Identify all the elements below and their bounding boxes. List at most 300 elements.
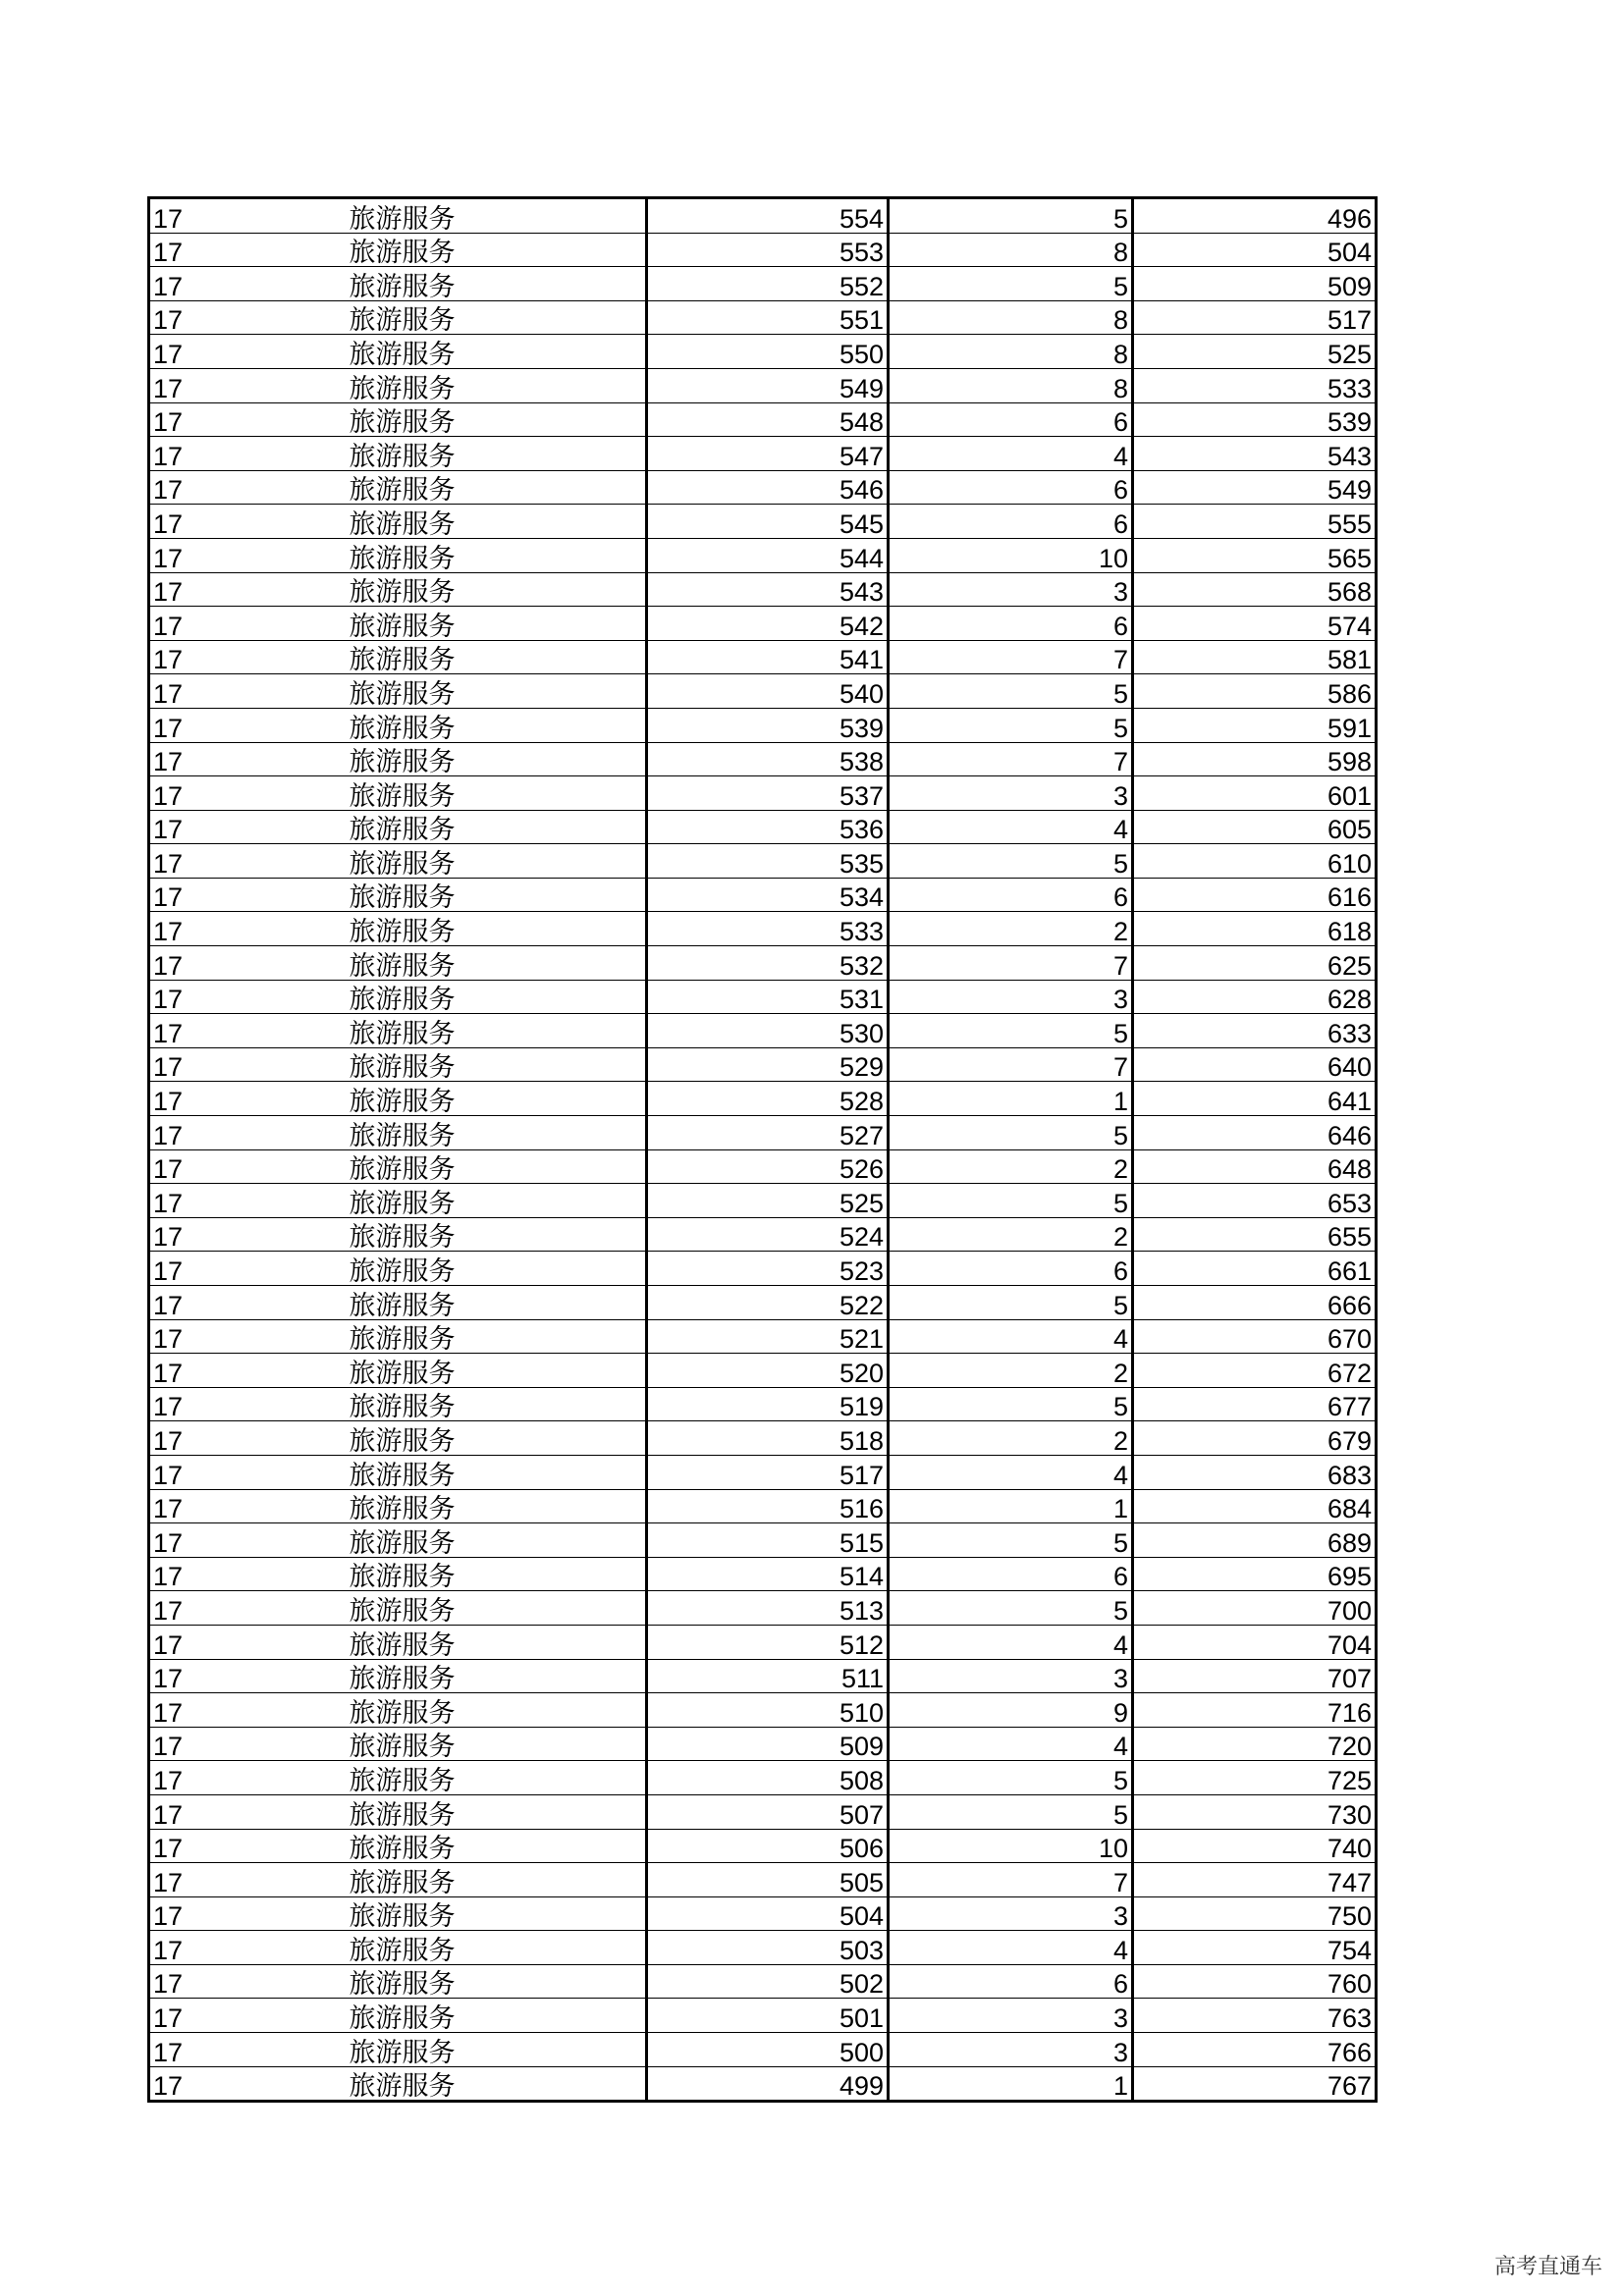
cumulative-count-cell: 766 [1133,2033,1377,2067]
count-cell: 3 [889,1659,1133,1693]
cumulative-count-cell: 616 [1133,878,1377,912]
cumulative-count-cell: 683 [1133,1455,1377,1489]
table-row [149,300,1377,335]
category-code-cell: 17 [149,368,344,402]
table-row [149,2033,1377,2067]
count-cell: 5 [889,1523,1133,1558]
category-code-cell: 17 [149,1319,344,1354]
count-cell: 7 [889,742,1133,776]
subject-name-cell: 旅游服务 [344,402,647,437]
category-code-cell: 17 [149,912,344,946]
score-cell: 532 [647,946,889,981]
category-code-cell: 17 [149,1116,344,1150]
table-row [149,1829,1377,1863]
table-row [149,368,1377,402]
cumulative-count-cell: 677 [1133,1387,1377,1421]
score-cell: 552 [647,267,889,301]
cumulative-count-cell: 747 [1133,1863,1377,1897]
category-code-cell: 17 [149,538,344,572]
category-code-cell: 17 [149,1387,344,1421]
table-row [149,1999,1377,2033]
cumulative-count-cell: 700 [1133,1591,1377,1626]
subject-name-cell: 旅游服务 [344,1625,647,1659]
subject-name-cell: 旅游服务 [344,2033,647,2067]
cumulative-count-cell: 496 [1133,198,1377,234]
score-cell: 504 [647,1896,889,1931]
subject-name-cell: 旅游服务 [344,1116,647,1150]
cumulative-count-cell: 646 [1133,1116,1377,1150]
count-cell: 7 [889,946,1133,981]
count-cell: 5 [889,1591,1133,1626]
watermark-text: 高考直通车 [1493,2255,1602,2279]
subject-name-cell: 旅游服务 [344,505,647,539]
category-code-cell: 17 [149,1286,344,1320]
table-row [149,708,1377,742]
table-row [149,198,1377,234]
cumulative-count-cell: 655 [1133,1217,1377,1252]
count-cell: 6 [889,607,1133,641]
count-cell: 3 [889,2033,1133,2067]
table-row [149,1455,1377,1489]
count-cell: 5 [889,674,1133,709]
category-code-cell: 17 [149,267,344,301]
score-cell: 550 [647,335,889,369]
subject-name-cell: 旅游服务 [344,1252,647,1286]
subject-name-cell: 旅游服务 [344,640,647,674]
table-row [149,1896,1377,1931]
category-code-cell: 17 [149,1149,344,1184]
score-cell: 512 [647,1625,889,1659]
score-cell: 511 [647,1659,889,1693]
count-cell: 2 [889,1354,1133,1388]
category-code-cell: 17 [149,776,344,811]
subject-name-cell: 旅游服务 [344,1659,647,1693]
count-cell: 3 [889,572,1133,607]
count-cell: 5 [889,1794,1133,1829]
table-row [149,1863,1377,1897]
score-cell: 542 [647,607,889,641]
table-row [149,1354,1377,1388]
subject-name-cell: 旅游服务 [344,233,647,267]
cumulative-count-cell: 605 [1133,810,1377,844]
score-cell: 530 [647,1014,889,1048]
cumulative-count-cell: 704 [1133,1625,1377,1659]
count-cell: 3 [889,980,1133,1014]
score-cell: 528 [647,1082,889,1116]
category-code-cell: 17 [149,1896,344,1931]
subject-name-cell: 旅游服务 [344,1794,647,1829]
subject-name-cell: 旅游服务 [344,674,647,709]
table-row [149,1659,1377,1693]
subject-name-cell: 旅游服务 [344,1149,647,1184]
score-cell: 537 [647,776,889,811]
count-cell: 2 [889,912,1133,946]
category-code-cell: 17 [149,1659,344,1693]
category-code-cell: 17 [149,1727,344,1761]
table-row [149,437,1377,471]
subject-name-cell: 旅游服务 [344,1727,647,1761]
cumulative-count-cell: 720 [1133,1727,1377,1761]
score-cell: 527 [647,1116,889,1150]
subject-name-cell: 旅游服务 [344,1047,647,1082]
category-code-cell: 17 [149,1354,344,1388]
category-code-cell: 17 [149,1794,344,1829]
cumulative-count-cell: 740 [1133,1829,1377,1863]
category-code-cell: 17 [149,572,344,607]
table-row [149,946,1377,981]
subject-name-cell: 旅游服务 [344,1217,647,1252]
table-row [149,1082,1377,1116]
category-code-cell: 17 [149,1931,344,1965]
count-cell: 6 [889,470,1133,505]
count-cell: 7 [889,640,1133,674]
cumulative-count-cell: 574 [1133,607,1377,641]
cumulative-count-cell: 689 [1133,1523,1377,1558]
score-cell: 515 [647,1523,889,1558]
cumulative-count-cell: 684 [1133,1489,1377,1523]
count-cell: 5 [889,844,1133,879]
cumulative-count-cell: 760 [1133,1964,1377,1999]
category-code-cell: 17 [149,1693,344,1728]
table-row [149,1319,1377,1354]
count-cell: 5 [889,267,1133,301]
cumulative-count-cell: 750 [1133,1896,1377,1931]
table-row [149,878,1377,912]
table-row [149,1557,1377,1591]
count-cell: 6 [889,1557,1133,1591]
subject-name-cell: 旅游服务 [344,810,647,844]
cumulative-count-cell: 666 [1133,1286,1377,1320]
score-cell: 547 [647,437,889,471]
score-cell: 546 [647,470,889,505]
count-cell: 1 [889,1082,1133,1116]
category-code-cell: 17 [149,1082,344,1116]
subject-name-cell: 旅游服务 [344,946,647,981]
score-cell: 545 [647,505,889,539]
subject-name-cell: 旅游服务 [344,1421,647,1456]
count-cell: 2 [889,1149,1133,1184]
count-cell: 6 [889,878,1133,912]
cumulative-count-cell: 549 [1133,470,1377,505]
score-cell: 521 [647,1319,889,1354]
category-code-cell: 17 [149,980,344,1014]
subject-name-cell: 旅游服务 [344,742,647,776]
category-code-cell: 17 [149,810,344,844]
category-code-cell: 17 [149,674,344,709]
category-code-cell: 17 [149,1047,344,1082]
category-code-cell: 17 [149,1455,344,1489]
table-row [149,674,1377,709]
category-code-cell: 17 [149,2033,344,2067]
count-cell: 4 [889,437,1133,471]
table-row [149,267,1377,301]
score-cell: 505 [647,1863,889,1897]
score-cell: 544 [647,538,889,572]
score-cell: 514 [647,1557,889,1591]
count-cell: 8 [889,233,1133,267]
category-code-cell: 17 [149,878,344,912]
subject-name-cell: 旅游服务 [344,1761,647,1795]
score-cell: 543 [647,572,889,607]
subject-name-cell: 旅游服务 [344,878,647,912]
count-cell: 8 [889,335,1133,369]
subject-name-cell: 旅游服务 [344,1014,647,1048]
table-row [149,402,1377,437]
cumulative-count-cell: 653 [1133,1184,1377,1218]
subject-name-cell: 旅游服务 [344,2066,647,2102]
table-row [149,640,1377,674]
subject-name-cell: 旅游服务 [344,708,647,742]
table-row [149,1286,1377,1320]
count-cell: 5 [889,1761,1133,1795]
subject-name-cell: 旅游服务 [344,1964,647,1999]
count-cell: 3 [889,1999,1133,2033]
cumulative-count-cell: 707 [1133,1659,1377,1693]
score-cell: 510 [647,1693,889,1728]
cumulative-count-cell: 767 [1133,2066,1377,2102]
category-code-cell: 17 [149,300,344,335]
cumulative-count-cell: 648 [1133,1149,1377,1184]
category-code-cell: 17 [149,335,344,369]
count-cell: 4 [889,1455,1133,1489]
cumulative-count-cell: 591 [1133,708,1377,742]
category-code-cell: 17 [149,1421,344,1456]
table-row [149,1523,1377,1558]
table-row [149,1964,1377,1999]
cumulative-count-cell: 754 [1133,1931,1377,1965]
category-code-cell: 17 [149,1625,344,1659]
cumulative-count-cell: 618 [1133,912,1377,946]
count-cell: 6 [889,1252,1133,1286]
count-cell: 4 [889,1319,1133,1354]
table-row [149,1387,1377,1421]
category-code-cell: 17 [149,640,344,674]
category-code-cell: 17 [149,1999,344,2033]
score-cell: 549 [647,368,889,402]
table-row [149,980,1377,1014]
cumulative-count-cell: 670 [1133,1319,1377,1354]
cumulative-count-cell: 601 [1133,776,1377,811]
score-cell: 501 [647,1999,889,2033]
table-row [149,470,1377,505]
cumulative-count-cell: 533 [1133,368,1377,402]
table-row [149,1116,1377,1150]
count-cell: 1 [889,1489,1133,1523]
category-code-cell: 17 [149,1557,344,1591]
count-cell: 5 [889,1116,1133,1150]
table-row [149,1217,1377,1252]
count-cell: 4 [889,810,1133,844]
count-cell: 5 [889,1387,1133,1421]
subject-name-cell: 旅游服务 [344,538,647,572]
cumulative-count-cell: 565 [1133,538,1377,572]
subject-name-cell: 旅游服务 [344,1184,647,1218]
subject-name-cell: 旅游服务 [344,470,647,505]
count-cell: 5 [889,198,1133,234]
score-cell: 520 [647,1354,889,1388]
table-row [149,335,1377,369]
category-code-cell: 17 [149,1591,344,1626]
cumulative-count-cell: 568 [1133,572,1377,607]
count-cell: 10 [889,538,1133,572]
table-row [149,1693,1377,1728]
score-cell: 533 [647,912,889,946]
score-cell: 535 [647,844,889,879]
subject-name-cell: 旅游服务 [344,437,647,471]
table-row [149,1761,1377,1795]
category-code-cell: 17 [149,946,344,981]
cumulative-count-cell: 525 [1133,335,1377,369]
cumulative-count-cell: 640 [1133,1047,1377,1082]
subject-name-cell: 旅游服务 [344,300,647,335]
table-row [149,1489,1377,1523]
category-code-cell: 17 [149,1863,344,1897]
cumulative-count-cell: 509 [1133,267,1377,301]
table-row [149,776,1377,811]
score-cell: 538 [647,742,889,776]
score-distribution-table [147,196,1378,2103]
category-code-cell: 17 [149,233,344,267]
cumulative-count-cell: 661 [1133,1252,1377,1286]
subject-name-cell: 旅游服务 [344,1387,647,1421]
score-cell: 516 [647,1489,889,1523]
score-cell: 513 [647,1591,889,1626]
cumulative-count-cell: 586 [1133,674,1377,709]
cumulative-count-cell: 695 [1133,1557,1377,1591]
score-cell: 536 [647,810,889,844]
cumulative-count-cell: 504 [1133,233,1377,267]
category-code-cell: 17 [149,1252,344,1286]
score-cell: 540 [647,674,889,709]
table-row [149,742,1377,776]
category-code-cell: 17 [149,1523,344,1558]
table-row [149,1794,1377,1829]
score-cell: 500 [647,2033,889,2067]
count-cell: 6 [889,1964,1133,1999]
table-row [149,1931,1377,1965]
table-row [149,505,1377,539]
category-code-cell: 17 [149,708,344,742]
cumulative-count-cell: 641 [1133,1082,1377,1116]
score-cell: 531 [647,980,889,1014]
subject-name-cell: 旅游服务 [344,1931,647,1965]
score-cell: 529 [647,1047,889,1082]
count-cell: 3 [889,1896,1133,1931]
count-cell: 2 [889,1217,1133,1252]
score-cell: 507 [647,1794,889,1829]
subject-name-cell: 旅游服务 [344,572,647,607]
subject-name-cell: 旅游服务 [344,912,647,946]
count-cell: 4 [889,1727,1133,1761]
table-row [149,607,1377,641]
score-cell: 551 [647,300,889,335]
subject-name-cell: 旅游服务 [344,1354,647,1388]
score-cell: 508 [647,1761,889,1795]
cumulative-count-cell: 610 [1133,844,1377,879]
cumulative-count-cell: 716 [1133,1693,1377,1728]
score-cell: 519 [647,1387,889,1421]
cumulative-count-cell: 598 [1133,742,1377,776]
cumulative-count-cell: 539 [1133,402,1377,437]
count-cell: 9 [889,1693,1133,1728]
table-row [149,810,1377,844]
category-code-cell: 17 [149,1761,344,1795]
score-cell: 526 [647,1149,889,1184]
table-row [149,538,1377,572]
category-code-cell: 17 [149,742,344,776]
table-row [149,1591,1377,1626]
score-cell: 518 [647,1421,889,1456]
count-cell: 4 [889,1625,1133,1659]
table-row [149,1625,1377,1659]
category-code-cell: 17 [149,844,344,879]
score-cell: 517 [647,1455,889,1489]
cumulative-count-cell: 581 [1133,640,1377,674]
count-cell: 3 [889,776,1133,811]
category-code-cell: 17 [149,402,344,437]
category-code-cell: 17 [149,1829,344,1863]
subject-name-cell: 旅游服务 [344,198,647,234]
subject-name-cell: 旅游服务 [344,1591,647,1626]
cumulative-count-cell: 628 [1133,980,1377,1014]
cumulative-count-cell: 543 [1133,437,1377,471]
score-cell: 534 [647,878,889,912]
cumulative-count-cell: 679 [1133,1421,1377,1456]
cumulative-count-cell: 672 [1133,1354,1377,1388]
category-code-cell: 17 [149,607,344,641]
score-cell: 524 [647,1217,889,1252]
subject-name-cell: 旅游服务 [344,1693,647,1728]
count-cell: 1 [889,2066,1133,2102]
table-row [149,1014,1377,1048]
count-cell: 5 [889,1014,1133,1048]
cumulative-count-cell: 555 [1133,505,1377,539]
score-cell: 548 [647,402,889,437]
score-cell: 525 [647,1184,889,1218]
subject-name-cell: 旅游服务 [344,1082,647,1116]
score-cell: 503 [647,1931,889,1965]
score-cell: 502 [647,1964,889,1999]
subject-name-cell: 旅游服务 [344,368,647,402]
category-code-cell: 17 [149,1217,344,1252]
subject-name-cell: 旅游服务 [344,844,647,879]
count-cell: 6 [889,505,1133,539]
cumulative-count-cell: 763 [1133,1999,1377,2033]
cumulative-count-cell: 625 [1133,946,1377,981]
score-cell: 522 [647,1286,889,1320]
subject-name-cell: 旅游服务 [344,1557,647,1591]
count-cell: 5 [889,1286,1133,1320]
subject-name-cell: 旅游服务 [344,1999,647,2033]
cumulative-count-cell: 517 [1133,300,1377,335]
count-cell: 8 [889,368,1133,402]
score-cell: 506 [647,1829,889,1863]
subject-name-cell: 旅游服务 [344,980,647,1014]
count-cell: 5 [889,1184,1133,1218]
subject-name-cell: 旅游服务 [344,1489,647,1523]
table-row [149,1149,1377,1184]
category-code-cell: 17 [149,1014,344,1048]
count-cell: 2 [889,1421,1133,1456]
table-row [149,1727,1377,1761]
category-code-cell: 17 [149,198,344,234]
subject-name-cell: 旅游服务 [344,1863,647,1897]
subject-name-cell: 旅游服务 [344,1455,647,1489]
category-code-cell: 17 [149,1964,344,1999]
count-cell: 10 [889,1829,1133,1863]
table-body [149,198,1377,2102]
subject-name-cell: 旅游服务 [344,776,647,811]
